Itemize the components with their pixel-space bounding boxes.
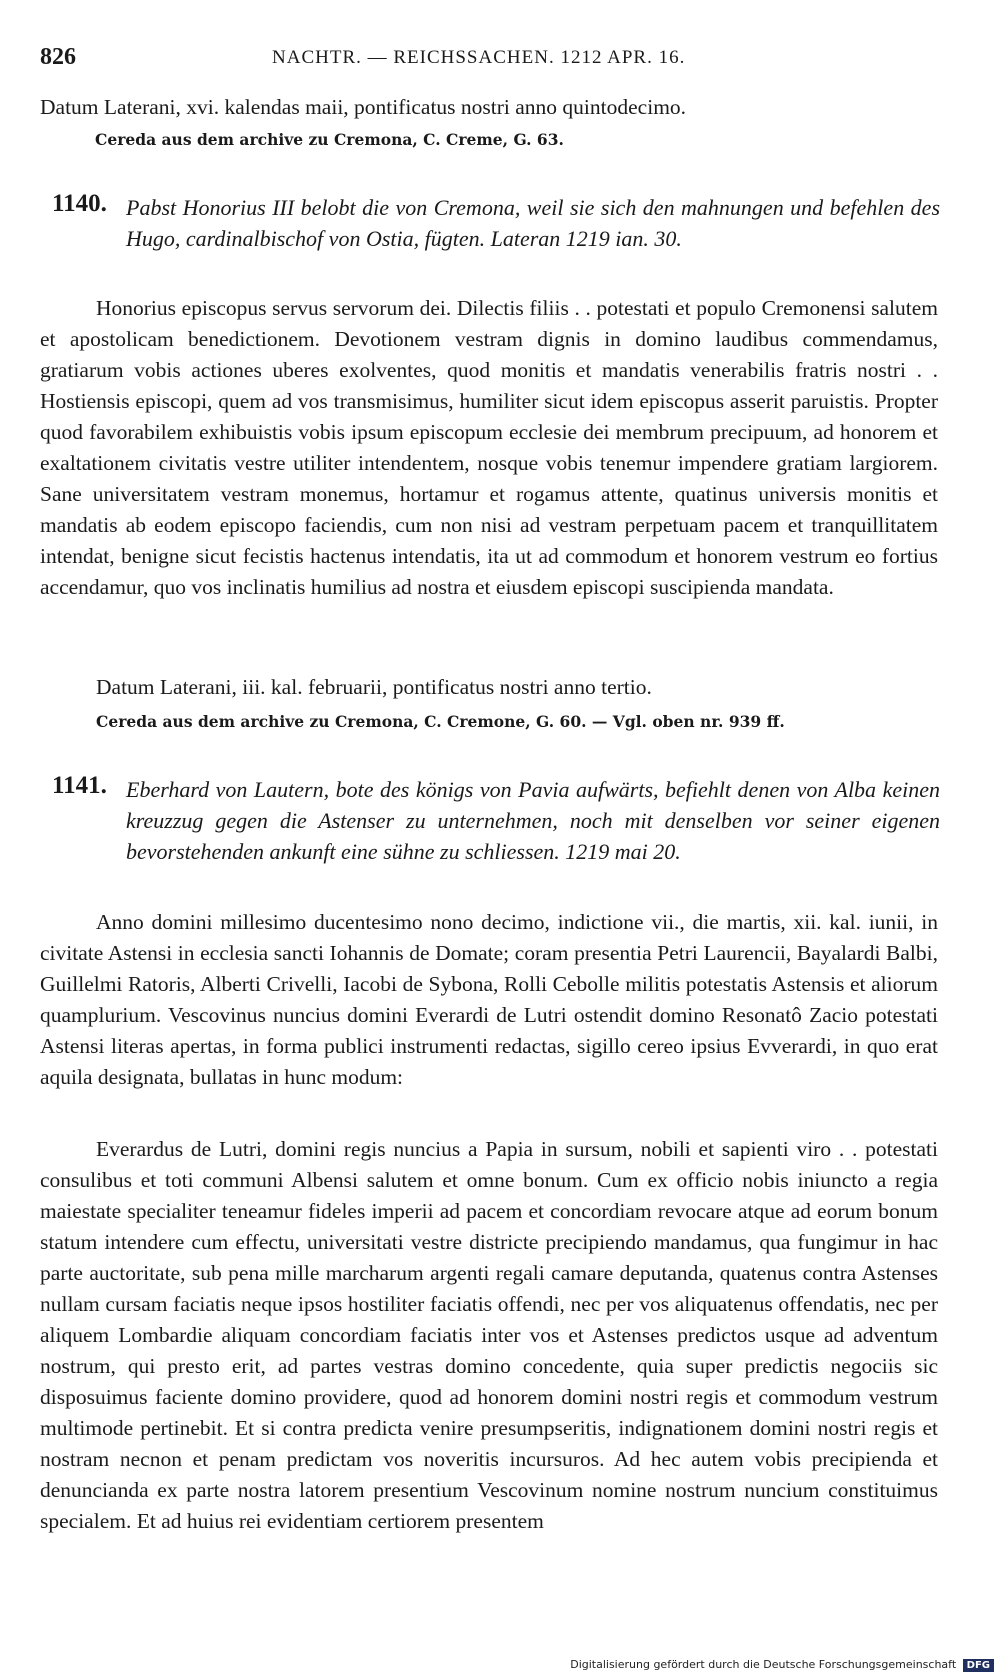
entry-rubric: Eberhard von Lautern, bote des königs von Pavia aufwärts, befiehlt denen von Alba keinen kreuzzug gegen die Astenser zu unternehmen, noch mit denselben vor seiner eigenen bevorstehenden ankunft eine sühne zu schliessen. 1219 mai 20. (126, 777, 940, 864)
entry-1140-source: Cereda aus dem archive zu Cremona, C. Cremone, G. 60. — Vgl. oben nr. 939 ff. (96, 712, 785, 731)
page-header (40, 44, 940, 74)
prev-source: Cereda aus dem archive zu Cremona, C. Creme, G. 63. (95, 130, 564, 149)
entry-1141-body-1: Anno domini millesimo ducentesimo nono decimo, indictione vii., die martis, xii. kal. iunii, in civitate Astensi in ecclesia sancti Iohannis de Domate; coram presentia Petri Laurencii, Bayalardi Balbi, Guillelmi Ratoris, Alberti Crivelli, Iacobi de Sybona, Rolli Cebolle militis potestatis Astensis et aliorum quamplurium. Vescovinus nuncius domini Everardi de Lutri ostendit domino Resonatô Zacio potestati Astensi literas apertas, in forma publici instrumenti redactas, sigillo cereo ipsius Evverardi, in quo erat aquila designata, bullatas in hunc modum: (40, 910, 938, 1089)
running-title: NACHTR. — REICHSSACHEN. 1212 APR. 16. (272, 47, 686, 68)
credit-text: Digitalisierung gefördert durch die Deutsche Forschungsgemeinschaft (570, 1658, 957, 1671)
entry-rubric: Pabst Honorius III belobt die von Cremona, weil sie sich den mahnungen und befehlen des Hugo, cardinalbischof von Ostia, fügten. Lateran 1219 ian. 30. (126, 195, 940, 251)
prev-datum: Datum Laterani, xvi. kalendas maii, pontificatus nostri anno quintodecimo. (40, 95, 687, 119)
entry-1140-body: Honorius episcopus servus servorum dei. Dilectis filiis . . potestati et populo Cremonensi salutem et apostolicam benedictionem. Devotionem vestram dignis in domino laudibus commendamus, gratiarum vobis actiones uberes exolventes, quod monitis et mandatis venerabilis fratris nostri . . Hostiensis episcopi, quem ad vos transmisimus, humiliter sicut idem episcopus asserit paruistis. Propter quod favorabilem exhibuistis vobis ipsum episcopum ecclesie dei membrum precipuum, ad honorem et exaltationem civitatis vestre utiliter intendentem, nosque vobis tenemur impendere gratiam largiorem. Sane universitatem vestram monemus, hortamur et rogamus attente, quatinus universis monitis et mandatis ab eodem episcopo faciendis, cum non nisi ad vestram perpetuam pacem et tranquillitatem intendat, benigne sicut fecistis hactenus intendatis, ita ut ad commodum et honorem vestrum eo fortius accendamur, quo vos inclinatis humilius ad nostra et eiusdem episcopi suscipienda mandata. (40, 296, 938, 599)
entry-number: 1140. (52, 190, 107, 217)
entry-1140-datum: Datum Laterani, iii. kal. februarii, pontificatus nostri anno tertio. (96, 675, 652, 699)
page-number: 826 (40, 44, 76, 70)
entry-number: 1141. (52, 772, 107, 799)
digitization-credit (570, 1658, 994, 1672)
dfg-logo: DFG (963, 1659, 994, 1672)
entry-1141-body-2: Everardus de Lutri, domini regis nuncius a Papia in sursum, nobili et sapienti viro . . potestati consulibus et toti communi Albensi salutem et omne bonum. Cum ex officio nobis iniuncto a regia maiestate specialiter teneamur fideles imperii ad pacem et concordiam revocare atque ad eorum bonum statum intendere cum effectu, universitati vestre districte precipiendo mandamus, qua fungimur in hac parte auctoritate, sub pena mille marcharum argenti regali camare deputanda, quatenus contra Astenses nullam cursam faciatis neque ipsos hostiliter faciatis offendi, nec per vos aliquatenus offendatis, nec per aliquem Lombardie aliquam concordiam faciatis inter vos et Astenses predictos usque ad adventum nostrum, qui presto erit, ad partes vestras domino concedente, quia super predictis negociis sic disposuimus faciente domino providere, quod ad honorem domini nostri regis et commodum vestrum multimode pertinebit. Et si contra predicta venire presumpseritis, indignationem domini nostri regis et nostram necnon et penam predictam vos noveritis incursuros. Ad hec autem vobis precipienda et denuncianda ex parte nostra latorem presentium Vescovinum nomine nostrum nuncium constituimus specialem. Et ad huius rei evidentiam certiorem presentem (40, 1137, 938, 1533)
